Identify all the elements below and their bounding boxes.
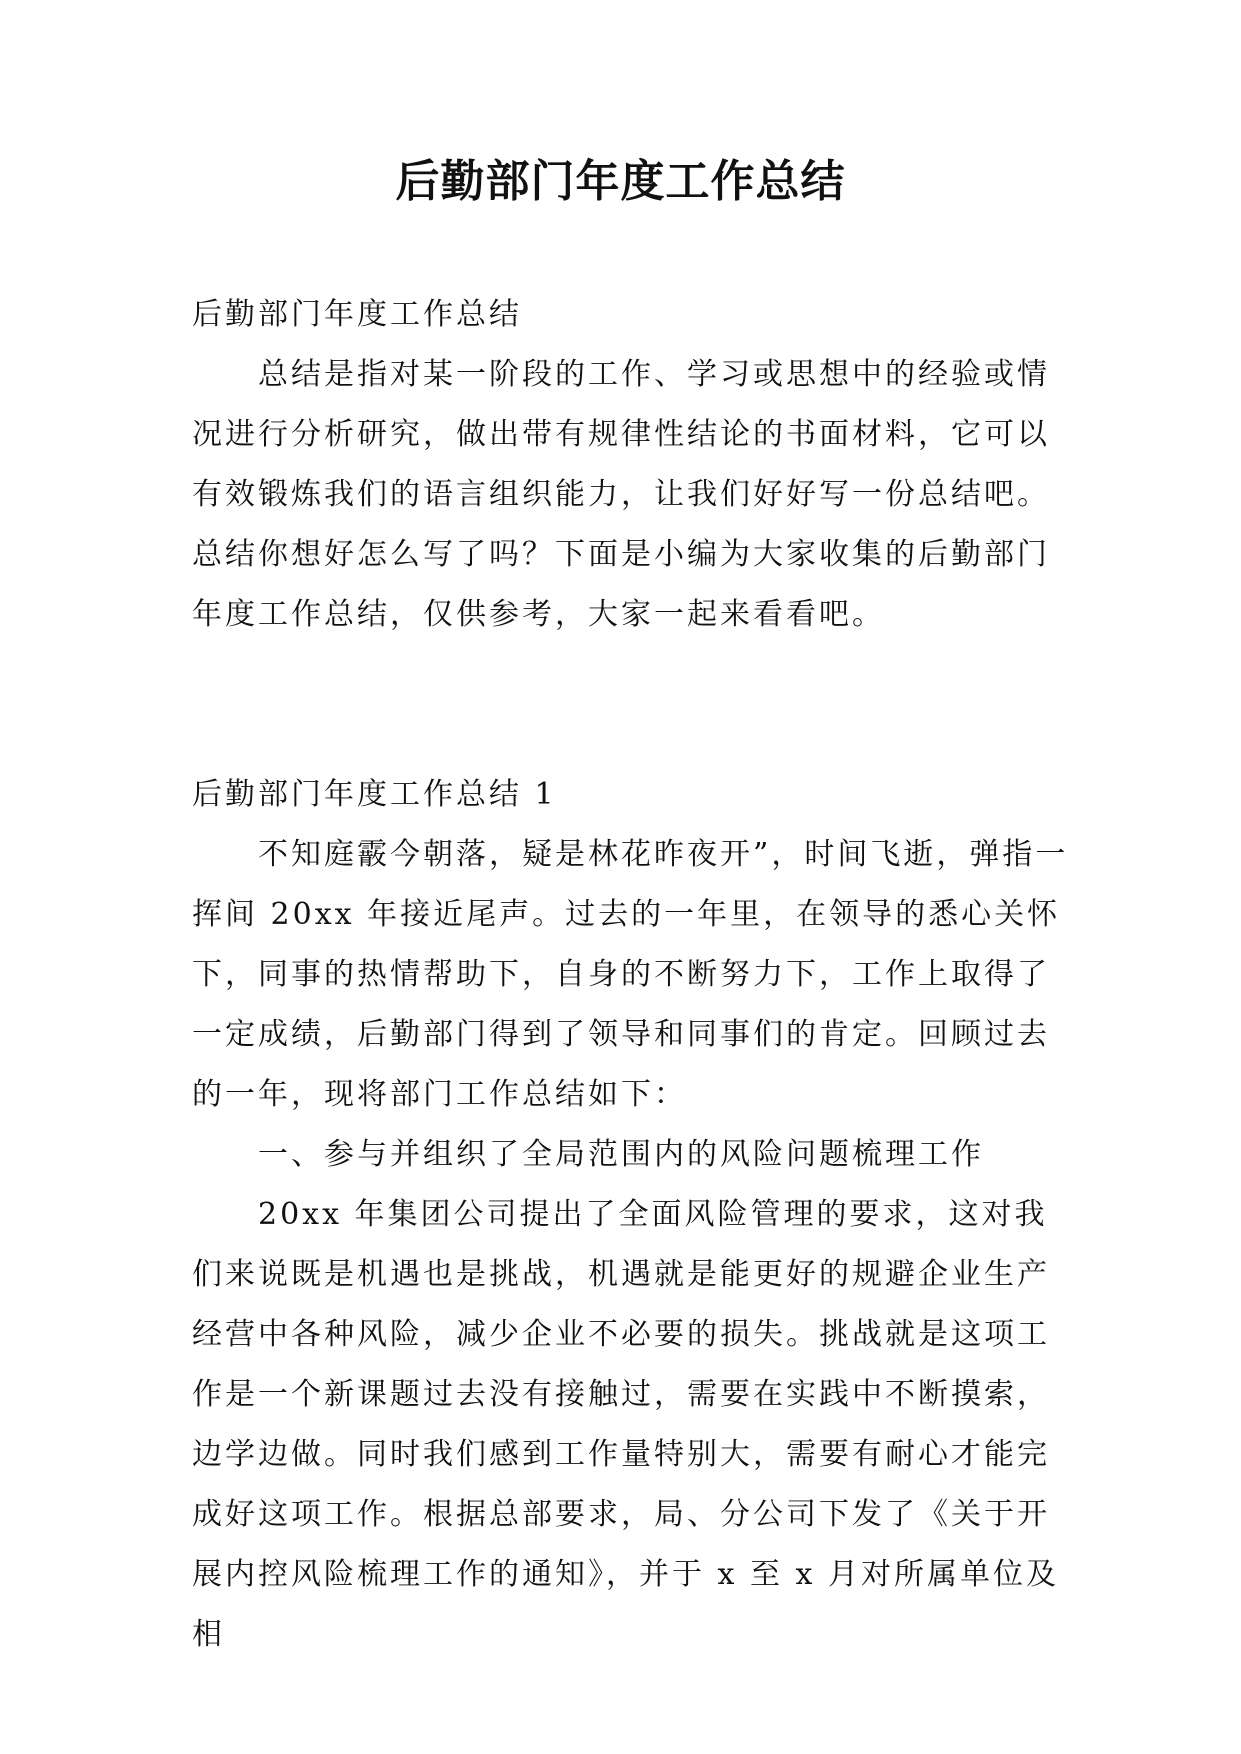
intro-heading: 后勤部门年度工作总结	[192, 297, 522, 332]
section1-paragraph-1: 不知庭霰今朝落，疑是林花昨夜开”，时间飞逝，弹指一挥间 20xx 年接近尾声。过去的一年里，在领导的悉心关怀下，同事的热情帮助下，自身的不断努力下，工作上取得了一定成绩，后勤部门得到了领导和同事们的肯定。回顾过去的一年，现将部门工作总结如下：	[192, 837, 1069, 1112]
document-body	[192, 285, 1072, 1665]
intro-paragraph: 总结是指对某一阶段的工作、学习或思想中的经验或情况进行分析研究，做出带有规律性结论的书面材料，它可以有效锻炼我们的语言组织能力，让我们好好写一份总结吧。总结你想好怎么写了吗？下面是小编为大家收集的后勤部门年度工作总结，仅供参考，大家一起来看看吧。	[192, 357, 1050, 632]
section-spacer	[192, 645, 1072, 765]
section1-paragraph-2: 20xx 年集团公司提出了全面风险管理的要求，这对我们来说既是机遇也是挑战，机遇就是能更好的规避企业生产经营中各种风险，减少企业不必要的损失。挑战就是这项工作是一个新课题过去没有接触过，需要在实践中不断摸索，边学边做。同时我们感到工作量特别大，需要有耐心才能完成好这项工作。根据总部要求，局、分公司下发了《关于开展内控风险梳理工作的通知》，并于 x 至 x 月对所属单位及相	[192, 1197, 1059, 1652]
section1-subheading: 一、参与并组织了全局范围内的风险问题梳理工作	[258, 1137, 984, 1172]
section1-heading: 后勤部门年度工作总结 1	[192, 777, 557, 812]
document-title: 后勤部门年度工作总结	[395, 156, 846, 207]
